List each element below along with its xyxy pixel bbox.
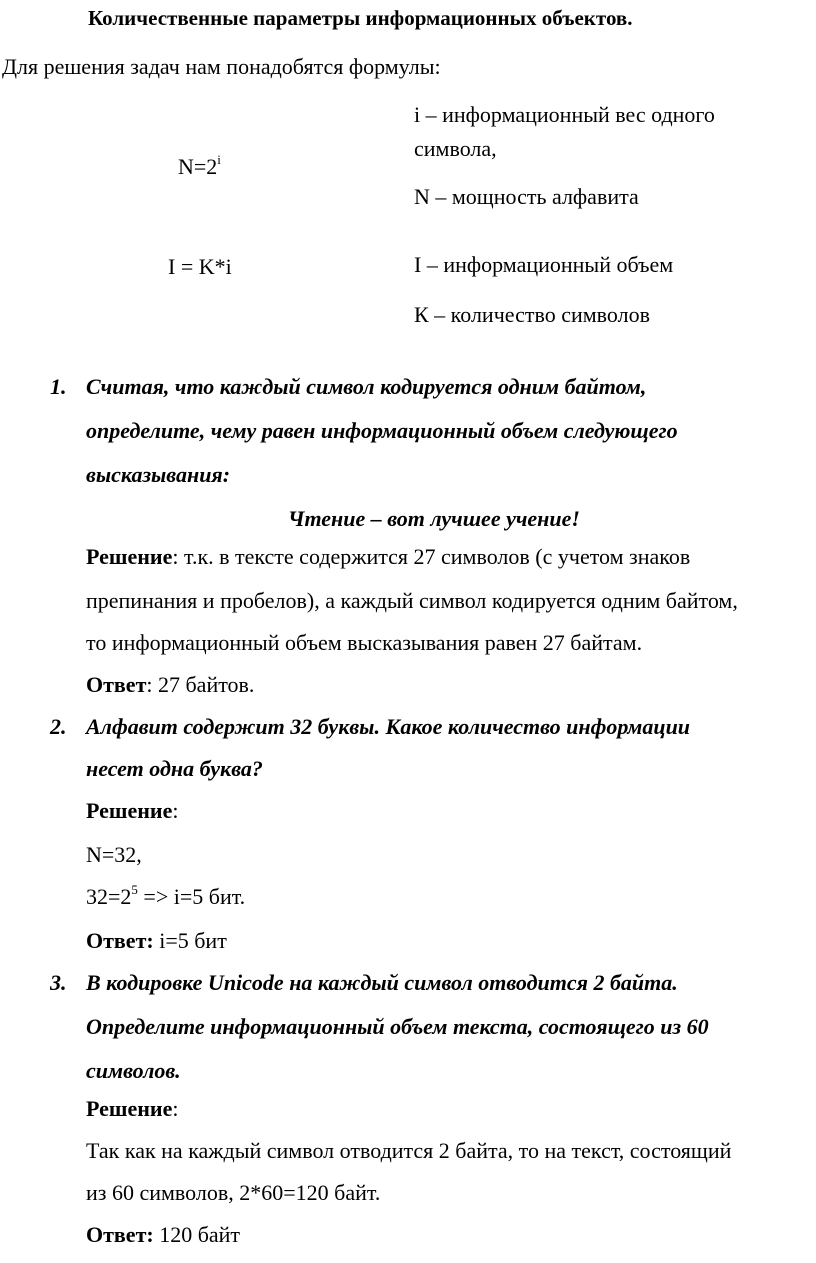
answer-text: : 27 байтов.	[146, 672, 255, 697]
task-1-solution-line: препинания и пробелов), а каждый символ кодируется одним байтом,	[86, 588, 738, 613]
answer-label: Ответ:	[86, 1222, 154, 1247]
calc-exp: 5	[131, 882, 138, 897]
formula-i: I = K*i	[168, 254, 232, 279]
intro-text: Для решения задач нам понадобятся формулы:	[2, 54, 441, 79]
formula-n	[178, 154, 221, 180]
task-3-answer	[86, 1222, 240, 1248]
task-2-answer	[86, 928, 227, 954]
answer-text: 120 байт	[153, 1222, 241, 1247]
task-2-line-calc	[86, 884, 245, 910]
task-3-solution	[86, 1096, 179, 1122]
task-2-line-n: N=32,	[86, 842, 142, 867]
task-1-answer	[86, 672, 254, 698]
calc-pre: 32=2	[86, 884, 132, 909]
solution-colon: :	[172, 798, 179, 823]
task-1-number: 1.	[50, 374, 67, 399]
solution-text: : т.к. в тексте содержится 27 символов (с учетом знаков	[172, 544, 691, 569]
answer-label: Ответ:	[86, 928, 154, 953]
task-2-question-line: несет одна буква?	[86, 756, 263, 781]
task-3-question-line: В кодировке Unicode на каждый символ отводится 2 байта.	[86, 970, 678, 995]
task-3-number: 3.	[50, 970, 67, 995]
answer-text: i=5 бит	[153, 928, 227, 953]
calc-post: => i=5 бит.	[137, 884, 246, 909]
task-1-question-line: высказывания:	[86, 462, 231, 487]
task-1-quote: Чтение – вот лучшее учение!	[288, 506, 580, 531]
task-2-solution	[86, 798, 179, 824]
task-1-question-line: определите, чему равен информационный объем следующего	[86, 418, 678, 443]
desc-i-line1: i – информационный вес одного	[414, 102, 715, 127]
solution-label: Решение	[86, 798, 173, 823]
task-2-number: 2.	[50, 714, 67, 739]
page-title: Количественные параметры информационных объектов.	[88, 6, 633, 30]
task-3-solution-line: из 60 символов, 2*60=120 байт.	[86, 1180, 381, 1205]
solution-label: Решение	[86, 1096, 173, 1121]
answer-label: Ответ	[86, 672, 147, 697]
task-2-question-line: Алфавит содержит 32 буквы. Какое количество информации	[86, 714, 691, 739]
desc-capital-i: I – информационный объем	[414, 252, 674, 277]
solution-colon: :	[172, 1096, 179, 1121]
solution-label: Решение	[86, 544, 173, 569]
desc-n: N – мощность алфавита	[414, 184, 639, 209]
task-3-question-line: символов.	[86, 1058, 181, 1083]
task-3-question-line: Определите информационный объем текста, состоящего из 60	[86, 1014, 709, 1039]
task-1-solution	[86, 544, 690, 570]
formula-n-base: N=2	[178, 154, 218, 179]
desc-i-line2: символа,	[414, 136, 497, 161]
formula-n-exp: i	[217, 152, 221, 167]
task-1-question-line: Считая, что каждый символ кодируется одним байтом,	[86, 374, 647, 399]
task-3-solution-line: Так как на каждый символ отводится 2 байта, то на текст, состоящий	[86, 1138, 732, 1163]
desc-k: К – количество символов	[414, 302, 650, 327]
task-1-solution-line: то информационный объем высказывания равен 27 байтам.	[86, 630, 643, 655]
